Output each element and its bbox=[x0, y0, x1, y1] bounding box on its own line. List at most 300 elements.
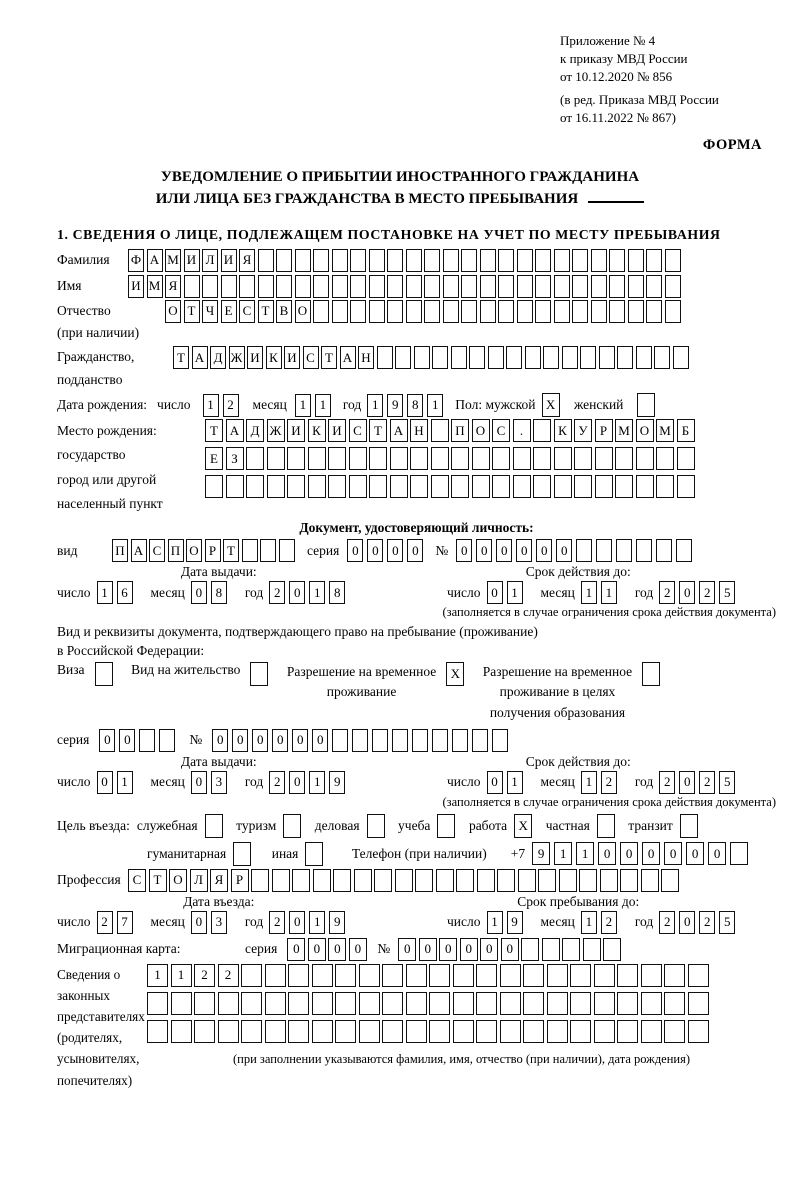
doc-type-cells-cell[interactable] bbox=[260, 539, 276, 562]
mig-number-cells-cell[interactable]: 0 bbox=[398, 938, 416, 961]
phone-cells-cell[interactable]: 0 bbox=[686, 842, 704, 865]
representatives-row2-cells-cell[interactable] bbox=[594, 992, 615, 1015]
doc-issue-year-cells-cell[interactable]: 2 bbox=[269, 581, 285, 604]
surname-cells-cell[interactable]: И bbox=[184, 249, 200, 272]
representatives-row1-cells-cell[interactable] bbox=[312, 964, 333, 987]
representatives-row2-cells-cell[interactable] bbox=[547, 992, 568, 1015]
name-cells-cell[interactable] bbox=[535, 275, 551, 298]
entry-month-cells-cell[interactable]: 0 bbox=[191, 911, 207, 934]
name-cells-cell[interactable] bbox=[313, 275, 329, 298]
profession-cells-cell[interactable]: О bbox=[169, 869, 187, 892]
permit-expiry-year-cells-cell[interactable]: 0 bbox=[679, 771, 695, 794]
name-cells-cell[interactable] bbox=[239, 275, 255, 298]
mig-series-cells-cell[interactable]: 0 bbox=[308, 938, 326, 961]
permit-expiry-year-cells-cell[interactable]: 2 bbox=[699, 771, 715, 794]
birthplace-row1-cells-cell[interactable]: П bbox=[451, 419, 469, 442]
representatives-row1-cells-cell[interactable] bbox=[453, 964, 474, 987]
permit-number-cells-cell[interactable] bbox=[392, 729, 408, 752]
doc-number-cells-cell[interactable]: 0 bbox=[536, 539, 552, 562]
permit-issue-year-cells-cell[interactable]: 9 bbox=[329, 771, 345, 794]
surname-cells-cell[interactable] bbox=[276, 249, 292, 272]
birthplace-row3-cells-cell[interactable] bbox=[492, 475, 510, 498]
surname-cells-cell[interactable] bbox=[313, 249, 329, 272]
purpose-humanitarian-checkbox-cell[interactable] bbox=[233, 842, 251, 866]
temp-permit-checkbox-cell[interactable]: X bbox=[446, 662, 464, 686]
representatives-row2-cells-cell[interactable] bbox=[382, 992, 403, 1015]
surname-cells-cell[interactable] bbox=[461, 249, 477, 272]
birthplace-row2-cells-cell[interactable]: З bbox=[226, 447, 244, 470]
representatives-row3-cells-cell[interactable] bbox=[617, 1020, 638, 1043]
name-cells-cell[interactable] bbox=[184, 275, 200, 298]
permit-number-cells-cell[interactable] bbox=[372, 729, 388, 752]
permit-series-cells-cell[interactable]: 0 bbox=[119, 729, 135, 752]
birth-month-cells-cell[interactable]: 1 bbox=[315, 394, 331, 417]
representatives-row3-cells-cell[interactable] bbox=[453, 1020, 474, 1043]
name-cells-cell[interactable] bbox=[646, 275, 662, 298]
citizenship-cells-cell[interactable]: И bbox=[284, 346, 300, 369]
profession-cells-cell[interactable] bbox=[415, 869, 433, 892]
doc-expiry-day-cells-cell[interactable]: 1 bbox=[507, 581, 523, 604]
birthplace-row1-cells-cell[interactable] bbox=[431, 419, 449, 442]
citizenship-cells-cell[interactable] bbox=[525, 346, 541, 369]
patronymic-cells-cell[interactable]: О bbox=[295, 300, 311, 323]
representatives-row1-cells-cell[interactable] bbox=[500, 964, 521, 987]
profession-cells-cell[interactable] bbox=[456, 869, 474, 892]
name-cells-cell[interactable] bbox=[295, 275, 311, 298]
patronymic-cells-cell[interactable] bbox=[461, 300, 477, 323]
birthplace-row1-cells-cell[interactable]: Б bbox=[677, 419, 695, 442]
permit-series-cells-cell[interactable]: 0 bbox=[99, 729, 115, 752]
doc-expiry-year-cells-cell[interactable]: 5 bbox=[719, 581, 735, 604]
birthplace-row2-cells-cell[interactable] bbox=[431, 447, 449, 470]
birthplace-row2-cells-cell[interactable] bbox=[595, 447, 613, 470]
doc-type-cells-cell[interactable]: П bbox=[112, 539, 128, 562]
surname-cells-cell[interactable] bbox=[480, 249, 496, 272]
permit-expiry-month-cells-cell[interactable]: 2 bbox=[601, 771, 617, 794]
birthplace-row1-cells-cell[interactable]: Т bbox=[369, 419, 387, 442]
profession-cells-cell[interactable] bbox=[395, 869, 413, 892]
sex-female-checkbox-cell[interactable] bbox=[637, 393, 655, 417]
profession-cells-cell[interactable] bbox=[477, 869, 495, 892]
surname-cells-cell[interactable] bbox=[443, 249, 459, 272]
citizenship-cells-cell[interactable] bbox=[599, 346, 615, 369]
doc-issue-day-cells-cell[interactable]: 1 bbox=[97, 581, 113, 604]
name-cells-cell[interactable] bbox=[424, 275, 440, 298]
birth-year-cells-cell[interactable]: 1 bbox=[367, 394, 383, 417]
surname-cells-cell[interactable] bbox=[535, 249, 551, 272]
birthplace-row1-cells-cell[interactable]: Ж bbox=[267, 419, 285, 442]
name-cells-cell[interactable] bbox=[665, 275, 681, 298]
citizenship-cells-cell[interactable] bbox=[451, 346, 467, 369]
doc-type-cells-cell[interactable]: А bbox=[131, 539, 147, 562]
patronymic-cells-cell[interactable]: В bbox=[276, 300, 292, 323]
representatives-row1-cells-cell[interactable] bbox=[594, 964, 615, 987]
representatives-row3-cells-cell[interactable] bbox=[241, 1020, 262, 1043]
doc-expiry-month-cells-cell[interactable]: 1 bbox=[601, 581, 617, 604]
stay-day-cells-cell[interactable]: 1 bbox=[487, 911, 503, 934]
patronymic-cells-cell[interactable] bbox=[665, 300, 681, 323]
phone-cells-cell[interactable]: 0 bbox=[708, 842, 726, 865]
birthplace-row1-cells-cell[interactable]: М bbox=[615, 419, 633, 442]
entry-year-cells-cell[interactable]: 0 bbox=[289, 911, 305, 934]
doc-expiry-year-cells-cell[interactable]: 2 bbox=[699, 581, 715, 604]
representatives-row3-cells-cell[interactable] bbox=[147, 1020, 168, 1043]
stay-year-cells-cell[interactable]: 2 bbox=[659, 911, 675, 934]
profession-cells-cell[interactable]: Р bbox=[231, 869, 249, 892]
citizenship-cells-cell[interactable] bbox=[636, 346, 652, 369]
mig-number-cells-cell[interactable] bbox=[521, 938, 539, 961]
birthplace-row3-cells-cell[interactable] bbox=[267, 475, 285, 498]
birthplace-row1-cells-cell[interactable]: А bbox=[226, 419, 244, 442]
birthplace-row2-cells-cell[interactable] bbox=[656, 447, 674, 470]
birthplace-row3-cells-cell[interactable] bbox=[349, 475, 367, 498]
representatives-row1-cells-cell[interactable]: 1 bbox=[147, 964, 168, 987]
birthplace-row3-cells-cell[interactable] bbox=[287, 475, 305, 498]
representatives-row3-cells-cell[interactable] bbox=[194, 1020, 215, 1043]
birthplace-row1-cells-cell[interactable]: И bbox=[287, 419, 305, 442]
representatives-row1-cells-cell[interactable] bbox=[688, 964, 709, 987]
birthplace-row3-cells-cell[interactable] bbox=[595, 475, 613, 498]
patronymic-cells-cell[interactable] bbox=[535, 300, 551, 323]
representatives-row1-cells-cell[interactable] bbox=[570, 964, 591, 987]
permit-issue-year-cells-cell[interactable]: 0 bbox=[289, 771, 305, 794]
name-cells-cell[interactable] bbox=[609, 275, 625, 298]
citizenship-cells-cell[interactable]: И bbox=[247, 346, 263, 369]
mig-number-cells-cell[interactable]: 0 bbox=[501, 938, 519, 961]
representatives-row1-cells-cell[interactable] bbox=[641, 964, 662, 987]
surname-cells-cell[interactable] bbox=[646, 249, 662, 272]
representatives-row1-cells-cell[interactable]: 2 bbox=[218, 964, 239, 987]
representatives-row2-cells-cell[interactable] bbox=[664, 992, 685, 1015]
surname-cells-cell[interactable]: А bbox=[147, 249, 163, 272]
permit-issue-year-cells-cell[interactable]: 1 bbox=[309, 771, 325, 794]
citizenship-cells-cell[interactable] bbox=[580, 346, 596, 369]
birthplace-row2-cells-cell[interactable] bbox=[492, 447, 510, 470]
stay-year-cells-cell[interactable]: 2 bbox=[699, 911, 715, 934]
surname-cells-cell[interactable]: М bbox=[165, 249, 181, 272]
birth-year-cells-cell[interactable]: 9 bbox=[387, 394, 403, 417]
permit-series-cells-cell[interactable] bbox=[139, 729, 155, 752]
representatives-row3-cells-cell[interactable] bbox=[335, 1020, 356, 1043]
representatives-row1-cells-cell[interactable] bbox=[288, 964, 309, 987]
mig-number-cells-cell[interactable] bbox=[583, 938, 601, 961]
entry-month-cells-cell[interactable]: 3 bbox=[211, 911, 227, 934]
birthplace-row3-cells-cell[interactable] bbox=[656, 475, 674, 498]
doc-number-cells-cell[interactable]: 0 bbox=[496, 539, 512, 562]
representatives-row2-cells-cell[interactable] bbox=[265, 992, 286, 1015]
representatives-row1-cells-cell[interactable]: 1 bbox=[171, 964, 192, 987]
representatives-row2-cells-cell[interactable] bbox=[312, 992, 333, 1015]
birthplace-row1-cells-cell[interactable]: А bbox=[390, 419, 408, 442]
purpose-service-checkbox-cell[interactable] bbox=[205, 814, 223, 838]
phone-cells-cell[interactable]: 0 bbox=[620, 842, 638, 865]
patronymic-cells-cell[interactable] bbox=[572, 300, 588, 323]
doc-type-cells-cell[interactable]: Р bbox=[205, 539, 221, 562]
patronymic-cells-cell[interactable] bbox=[646, 300, 662, 323]
patronymic-cells-cell[interactable] bbox=[628, 300, 644, 323]
birthplace-row3-cells-cell[interactable] bbox=[246, 475, 264, 498]
permit-number-cells-cell[interactable]: 0 bbox=[272, 729, 288, 752]
representatives-row3-cells-cell[interactable] bbox=[547, 1020, 568, 1043]
profession-cells-cell[interactable] bbox=[518, 869, 536, 892]
citizenship-cells-cell[interactable]: А bbox=[340, 346, 356, 369]
patronymic-cells-cell[interactable]: О bbox=[165, 300, 181, 323]
permit-issue-month-cells-cell[interactable]: 0 bbox=[191, 771, 207, 794]
representatives-row2-cells-cell[interactable] bbox=[476, 992, 497, 1015]
citizenship-cells-cell[interactable] bbox=[617, 346, 633, 369]
mig-number-cells-cell[interactable]: 0 bbox=[480, 938, 498, 961]
birthplace-row1-cells-cell[interactable]: Т bbox=[205, 419, 223, 442]
profession-cells-cell[interactable] bbox=[436, 869, 454, 892]
doc-issue-month-cells-cell[interactable]: 8 bbox=[211, 581, 227, 604]
birthplace-row2-cells-cell[interactable] bbox=[472, 447, 490, 470]
permit-number-cells-cell[interactable] bbox=[412, 729, 428, 752]
representatives-row2-cells-cell[interactable] bbox=[617, 992, 638, 1015]
birthplace-row3-cells-cell[interactable] bbox=[451, 475, 469, 498]
permit-issue-day-cells-cell[interactable]: 1 bbox=[117, 771, 133, 794]
citizenship-cells-cell[interactable]: Т bbox=[173, 346, 189, 369]
citizenship-cells-cell[interactable] bbox=[432, 346, 448, 369]
surname-cells-cell[interactable] bbox=[498, 249, 514, 272]
doc-number-cells-cell[interactable] bbox=[576, 539, 592, 562]
birthplace-row3-cells-cell[interactable] bbox=[533, 475, 551, 498]
surname-cells-cell[interactable] bbox=[258, 249, 274, 272]
citizenship-cells-cell[interactable]: Д bbox=[210, 346, 226, 369]
profession-cells-cell[interactable]: Я bbox=[210, 869, 228, 892]
birthplace-row2-cells-cell[interactable] bbox=[349, 447, 367, 470]
purpose-other-checkbox-cell[interactable] bbox=[305, 842, 323, 866]
birthplace-row2-cells-cell[interactable] bbox=[636, 447, 654, 470]
representatives-row2-cells-cell[interactable] bbox=[406, 992, 427, 1015]
representatives-row2-cells-cell[interactable] bbox=[429, 992, 450, 1015]
permit-number-cells-cell[interactable]: 0 bbox=[312, 729, 328, 752]
birthplace-row3-cells-cell[interactable] bbox=[308, 475, 326, 498]
permit-number-cells-cell[interactable] bbox=[332, 729, 348, 752]
profession-cells-cell[interactable] bbox=[251, 869, 269, 892]
birthplace-row2-cells-cell[interactable] bbox=[513, 447, 531, 470]
representatives-row3-cells-cell[interactable] bbox=[265, 1020, 286, 1043]
profession-cells-cell[interactable] bbox=[538, 869, 556, 892]
birthplace-row2-cells-cell[interactable] bbox=[287, 447, 305, 470]
representatives-row2-cells-cell[interactable] bbox=[523, 992, 544, 1015]
patronymic-cells-cell[interactable]: Т bbox=[258, 300, 274, 323]
citizenship-cells-cell[interactable]: Т bbox=[321, 346, 337, 369]
phone-cells-cell[interactable]: 9 bbox=[532, 842, 550, 865]
citizenship-cells-cell[interactable]: С bbox=[303, 346, 319, 369]
name-cells-cell[interactable] bbox=[461, 275, 477, 298]
birth-month-cells-cell[interactable]: 1 bbox=[295, 394, 311, 417]
birthplace-row3-cells-cell[interactable] bbox=[472, 475, 490, 498]
doc-issue-month-cells-cell[interactable]: 0 bbox=[191, 581, 207, 604]
representatives-row2-cells-cell[interactable] bbox=[218, 992, 239, 1015]
purpose-business-checkbox-cell[interactable] bbox=[367, 814, 385, 838]
doc-expiry-year-cells-cell[interactable]: 0 bbox=[679, 581, 695, 604]
representatives-row3-cells-cell[interactable] bbox=[288, 1020, 309, 1043]
representatives-row3-cells-cell[interactable] bbox=[218, 1020, 239, 1043]
permit-issue-month-cells-cell[interactable]: 3 bbox=[211, 771, 227, 794]
profession-cells-cell[interactable] bbox=[292, 869, 310, 892]
patronymic-cells-cell[interactable]: С bbox=[239, 300, 255, 323]
representatives-row3-cells-cell[interactable] bbox=[429, 1020, 450, 1043]
doc-expiry-month-cells-cell[interactable]: 1 bbox=[581, 581, 597, 604]
birthplace-row2-cells-cell[interactable] bbox=[369, 447, 387, 470]
representatives-row1-cells-cell[interactable] bbox=[335, 964, 356, 987]
citizenship-cells-cell[interactable] bbox=[506, 346, 522, 369]
birthplace-row1-cells-cell[interactable]: Д bbox=[246, 419, 264, 442]
doc-number-cells-cell[interactable] bbox=[616, 539, 632, 562]
name-cells-cell[interactable] bbox=[480, 275, 496, 298]
surname-cells-cell[interactable] bbox=[591, 249, 607, 272]
patronymic-cells-cell[interactable] bbox=[369, 300, 385, 323]
surname-cells-cell[interactable]: И bbox=[221, 249, 237, 272]
birthplace-row1-cells-cell[interactable]: . bbox=[513, 419, 531, 442]
patronymic-cells-cell[interactable] bbox=[517, 300, 533, 323]
mig-number-cells-cell[interactable] bbox=[562, 938, 580, 961]
purpose-tourism-checkbox-cell[interactable] bbox=[283, 814, 301, 838]
doc-issue-year-cells-cell[interactable]: 0 bbox=[289, 581, 305, 604]
name-cells-cell[interactable] bbox=[276, 275, 292, 298]
citizenship-cells-cell[interactable]: Ж bbox=[229, 346, 245, 369]
birthplace-row2-cells-cell[interactable]: Е bbox=[205, 447, 223, 470]
birthplace-row1-cells-cell[interactable]: С bbox=[492, 419, 510, 442]
representatives-row1-cells-cell[interactable] bbox=[664, 964, 685, 987]
birthplace-row1-cells-cell[interactable]: О bbox=[636, 419, 654, 442]
surname-cells-cell[interactable] bbox=[295, 249, 311, 272]
mig-number-cells-cell[interactable]: 0 bbox=[419, 938, 437, 961]
representatives-row1-cells-cell[interactable] bbox=[265, 964, 286, 987]
representatives-row1-cells-cell[interactable] bbox=[476, 964, 497, 987]
entry-year-cells-cell[interactable]: 1 bbox=[309, 911, 325, 934]
stay-day-cells-cell[interactable]: 9 bbox=[507, 911, 523, 934]
birthplace-row3-cells-cell[interactable] bbox=[677, 475, 695, 498]
permit-expiry-year-cells-cell[interactable]: 2 bbox=[659, 771, 675, 794]
citizenship-cells-cell[interactable] bbox=[562, 346, 578, 369]
surname-cells-cell[interactable]: Ф bbox=[128, 249, 144, 272]
temp-permit-edu-checkbox-cell[interactable] bbox=[642, 662, 660, 686]
patronymic-cells-cell[interactable] bbox=[387, 300, 403, 323]
birthplace-row2-cells-cell[interactable] bbox=[615, 447, 633, 470]
profession-cells-cell[interactable] bbox=[600, 869, 618, 892]
patronymic-cells-cell[interactable] bbox=[424, 300, 440, 323]
permit-expiry-day-cells-cell[interactable]: 0 bbox=[487, 771, 503, 794]
representatives-row3-cells-cell[interactable] bbox=[688, 1020, 709, 1043]
birthplace-row2-cells-cell[interactable] bbox=[308, 447, 326, 470]
permit-issue-day-cells-cell[interactable]: 0 bbox=[97, 771, 113, 794]
profession-cells-cell[interactable] bbox=[313, 869, 331, 892]
representatives-row1-cells-cell[interactable] bbox=[523, 964, 544, 987]
representatives-row3-cells-cell[interactable] bbox=[594, 1020, 615, 1043]
permit-number-cells-cell[interactable] bbox=[492, 729, 508, 752]
doc-number-cells-cell[interactable] bbox=[656, 539, 672, 562]
surname-cells-cell[interactable] bbox=[369, 249, 385, 272]
permit-expiry-month-cells-cell[interactable]: 1 bbox=[581, 771, 597, 794]
permit-number-cells-cell[interactable]: 0 bbox=[212, 729, 228, 752]
representatives-row3-cells-cell[interactable] bbox=[359, 1020, 380, 1043]
mig-number-cells-cell[interactable]: 0 bbox=[439, 938, 457, 961]
birth-year-cells-cell[interactable]: 1 bbox=[427, 394, 443, 417]
name-cells-cell[interactable] bbox=[517, 275, 533, 298]
profession-cells-cell[interactable] bbox=[559, 869, 577, 892]
citizenship-cells-cell[interactable] bbox=[543, 346, 559, 369]
citizenship-cells-cell[interactable] bbox=[654, 346, 670, 369]
birthplace-row2-cells-cell[interactable] bbox=[410, 447, 428, 470]
doc-type-cells-cell[interactable] bbox=[242, 539, 258, 562]
profession-cells-cell[interactable]: С bbox=[128, 869, 146, 892]
permit-issue-year-cells-cell[interactable]: 2 bbox=[269, 771, 285, 794]
profession-cells-cell[interactable] bbox=[579, 869, 597, 892]
doc-type-cells-cell[interactable]: О bbox=[186, 539, 202, 562]
doc-number-cells-cell[interactable]: 0 bbox=[556, 539, 572, 562]
stay-year-cells-cell[interactable]: 0 bbox=[679, 911, 695, 934]
representatives-row2-cells-cell[interactable] bbox=[171, 992, 192, 1015]
sex-male-checkbox-cell[interactable]: X bbox=[542, 393, 560, 417]
purpose-private-checkbox-cell[interactable] bbox=[597, 814, 615, 838]
permit-number-cells-cell[interactable] bbox=[472, 729, 488, 752]
profession-cells-cell[interactable]: Т bbox=[149, 869, 167, 892]
name-cells-cell[interactable] bbox=[332, 275, 348, 298]
representatives-row3-cells-cell[interactable] bbox=[641, 1020, 662, 1043]
birthplace-row3-cells-cell[interactable] bbox=[369, 475, 387, 498]
citizenship-cells-cell[interactable] bbox=[414, 346, 430, 369]
profession-cells-cell[interactable] bbox=[333, 869, 351, 892]
name-cells-cell[interactable]: М bbox=[147, 275, 163, 298]
permit-number-cells-cell[interactable]: 0 bbox=[252, 729, 268, 752]
doc-number-cells-cell[interactable] bbox=[636, 539, 652, 562]
visa-checkbox-cell[interactable] bbox=[95, 662, 113, 686]
surname-cells-cell[interactable] bbox=[628, 249, 644, 272]
name-cells-cell[interactable] bbox=[221, 275, 237, 298]
profession-cells-cell[interactable] bbox=[354, 869, 372, 892]
doc-issue-day-cells-cell[interactable]: 6 bbox=[117, 581, 133, 604]
representatives-row3-cells-cell[interactable] bbox=[500, 1020, 521, 1043]
patronymic-cells-cell[interactable]: Т bbox=[184, 300, 200, 323]
stay-month-cells-cell[interactable]: 1 bbox=[581, 911, 597, 934]
phone-cells-cell[interactable]: 0 bbox=[598, 842, 616, 865]
permit-series-cells-cell[interactable] bbox=[159, 729, 175, 752]
profession-cells-cell[interactable] bbox=[620, 869, 638, 892]
name-cells-cell[interactable] bbox=[387, 275, 403, 298]
profession-cells-cell[interactable]: Л bbox=[190, 869, 208, 892]
birth-day-cells-cell[interactable]: 1 bbox=[203, 394, 219, 417]
representatives-row1-cells-cell[interactable] bbox=[359, 964, 380, 987]
birthplace-row3-cells-cell[interactable] bbox=[574, 475, 592, 498]
representatives-row1-cells-cell[interactable] bbox=[406, 964, 427, 987]
patronymic-cells-cell[interactable]: Ч bbox=[202, 300, 218, 323]
birthplace-row1-cells-cell[interactable]: О bbox=[472, 419, 490, 442]
birthplace-row1-cells-cell[interactable]: М bbox=[656, 419, 674, 442]
name-cells-cell[interactable] bbox=[369, 275, 385, 298]
birthplace-row1-cells-cell[interactable]: Н bbox=[410, 419, 428, 442]
permit-number-cells-cell[interactable] bbox=[352, 729, 368, 752]
birthplace-row3-cells-cell[interactable] bbox=[328, 475, 346, 498]
permit-number-cells-cell[interactable]: 0 bbox=[232, 729, 248, 752]
permit-number-cells-cell[interactable] bbox=[432, 729, 448, 752]
surname-cells-cell[interactable] bbox=[665, 249, 681, 272]
name-cells-cell[interactable] bbox=[202, 275, 218, 298]
birthplace-row2-cells-cell[interactable] bbox=[533, 447, 551, 470]
representatives-row2-cells-cell[interactable] bbox=[147, 992, 168, 1015]
purpose-work-checkbox-cell[interactable]: X bbox=[514, 814, 532, 838]
entry-year-cells-cell[interactable]: 9 bbox=[329, 911, 345, 934]
birth-day-cells-cell[interactable]: 2 bbox=[223, 394, 239, 417]
surname-cells-cell[interactable] bbox=[350, 249, 366, 272]
representatives-row1-cells-cell[interactable] bbox=[617, 964, 638, 987]
permit-number-cells-cell[interactable] bbox=[452, 729, 468, 752]
profession-cells-cell[interactable] bbox=[272, 869, 290, 892]
citizenship-cells-cell[interactable] bbox=[488, 346, 504, 369]
birthplace-row2-cells-cell[interactable] bbox=[554, 447, 572, 470]
birthplace-row2-cells-cell[interactable] bbox=[390, 447, 408, 470]
